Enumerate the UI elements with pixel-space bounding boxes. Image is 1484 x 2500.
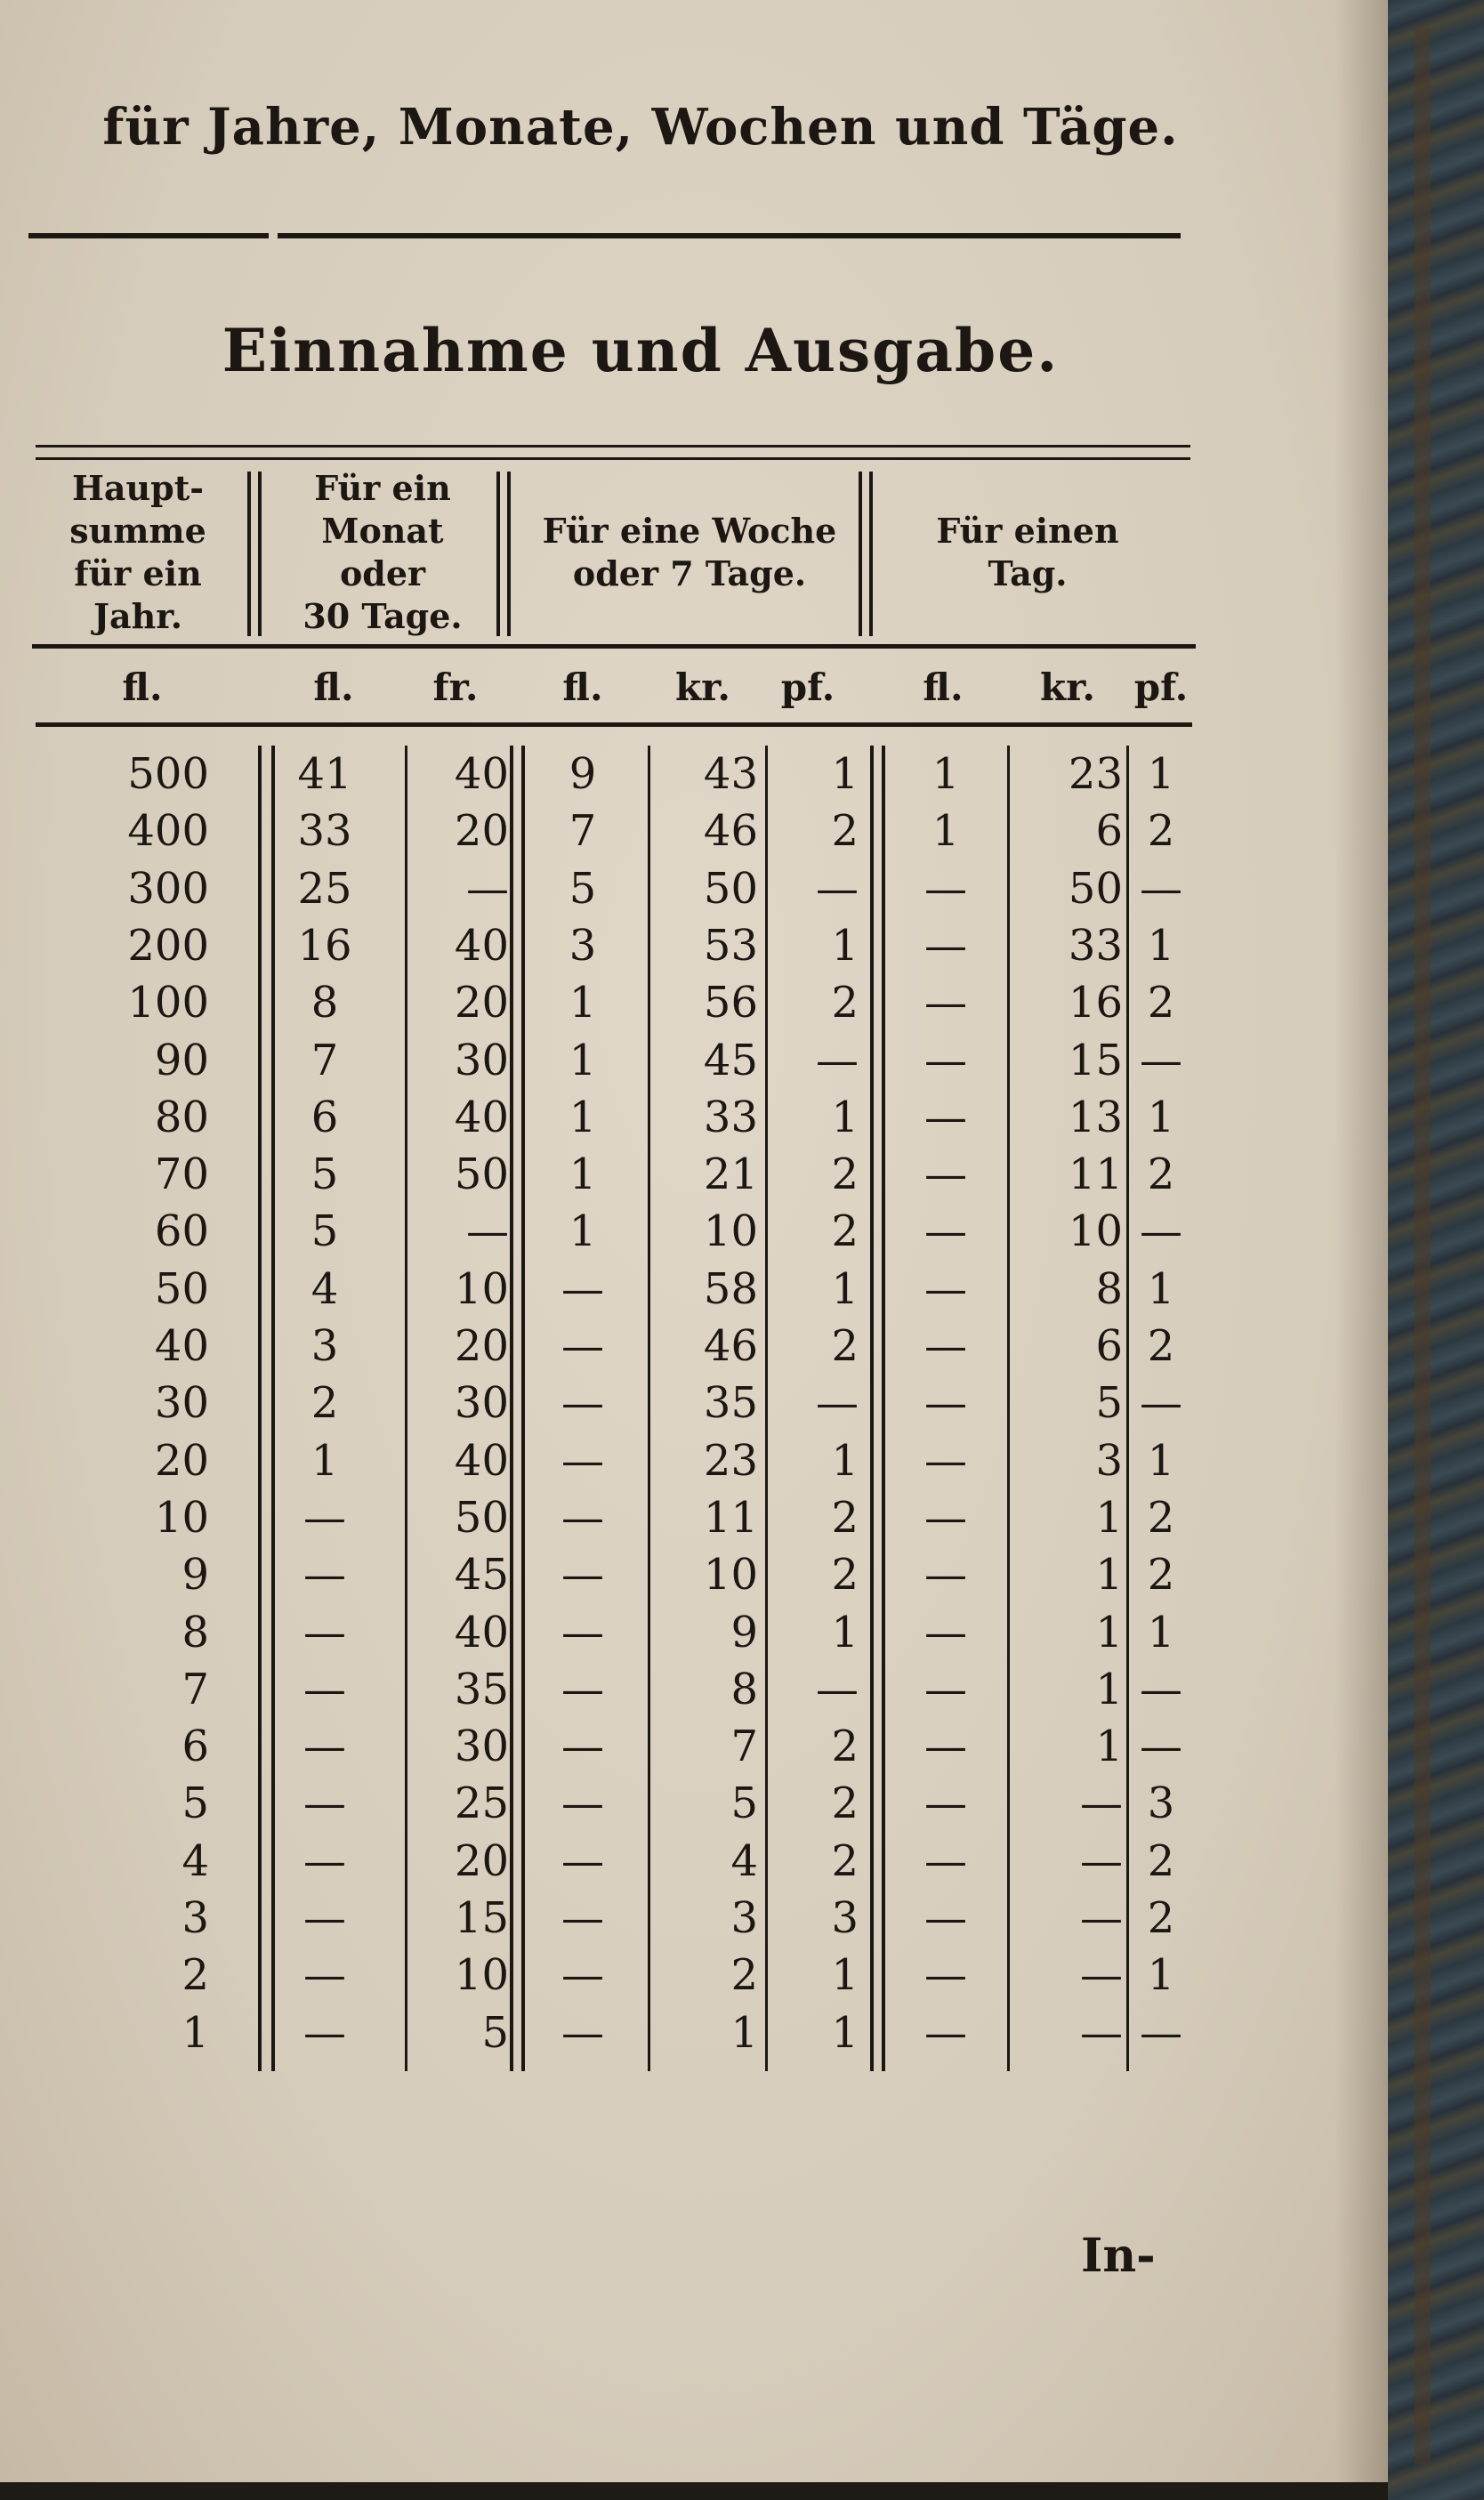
cell-day-kr: 1 xyxy=(1095,1492,1123,1543)
cell-day-kr: 1 xyxy=(1095,1664,1123,1714)
cell-day-kr: — xyxy=(1080,1893,1123,1943)
cell-month-fl: 3 xyxy=(311,1321,339,1371)
cell-month-kr: 20 xyxy=(454,978,509,1028)
unit-week-pf: pf. xyxy=(780,665,835,709)
book-cover-edge xyxy=(1388,0,1484,2500)
cell-day-fl: — xyxy=(924,1550,967,1601)
cell-week-fl: — xyxy=(561,1492,604,1543)
cell-year-fl: 30 xyxy=(154,1378,209,1429)
cell-year-fl: 100 xyxy=(127,978,209,1028)
cell-month-fl: — xyxy=(303,1950,346,2001)
header-bottom-rule xyxy=(32,644,1196,649)
cell-month-fl: — xyxy=(303,1607,346,1657)
cell-day-kr: 6 xyxy=(1095,1321,1123,1371)
cell-week-pf: 1 xyxy=(831,749,859,799)
cell-day-fl: 1 xyxy=(932,806,960,857)
cell-day-kr: 8 xyxy=(1095,1263,1123,1314)
cell-week-pf: 1 xyxy=(831,1950,859,2001)
cell-day-kr: 50 xyxy=(1068,863,1123,914)
cell-year-fl: 2 xyxy=(181,1950,209,2001)
cell-month-fl: 33 xyxy=(297,806,352,857)
body-sep-month-inner xyxy=(405,746,407,2071)
cell-day-fl: — xyxy=(924,978,967,1028)
cell-day-kr: 23 xyxy=(1068,749,1123,799)
cell-day-pf: 1 xyxy=(1147,1092,1175,1142)
cell-day-fl: — xyxy=(924,863,967,914)
cell-year-fl: 500 xyxy=(127,749,209,799)
header-sep-3b xyxy=(869,472,873,636)
cell-week-kr: 53 xyxy=(703,920,758,971)
header-year-line-2: summe xyxy=(69,511,206,551)
cell-day-pf: — xyxy=(1140,1035,1182,1085)
cell-day-pf: — xyxy=(1140,1206,1182,1257)
cell-month-fl: — xyxy=(303,1664,346,1714)
cell-week-pf: 1 xyxy=(831,1263,859,1314)
cell-day-kr: 1 xyxy=(1095,1550,1123,1601)
cell-day-pf: 2 xyxy=(1147,806,1175,857)
header-sep-1a xyxy=(247,472,251,636)
unit-day-kr: kr. xyxy=(1040,665,1095,709)
cell-month-kr: 20 xyxy=(454,1835,509,1886)
cell-year-fl: 60 xyxy=(154,1206,209,1257)
body-sep-week-b xyxy=(882,746,885,2071)
table-top-rule-1 xyxy=(36,445,1190,448)
cell-day-kr: 13 xyxy=(1068,1092,1123,1142)
cell-day-pf: 3 xyxy=(1147,1778,1175,1829)
header-month-line-1: Für ein xyxy=(314,468,451,508)
cell-month-kr: 10 xyxy=(454,1263,509,1314)
cell-day-fl: 1 xyxy=(932,749,960,799)
cell-week-kr: 50 xyxy=(703,863,758,914)
header-week xyxy=(512,510,867,595)
cell-month-kr: 15 xyxy=(454,1893,509,1943)
cell-year-fl: 80 xyxy=(154,1092,209,1142)
cell-day-fl: — xyxy=(924,1035,967,1085)
cell-week-fl: — xyxy=(561,1664,604,1714)
header-month xyxy=(254,467,512,638)
book-spine-strip xyxy=(1415,27,1431,2464)
cell-year-fl: 4 xyxy=(181,1835,209,1886)
cell-month-fl: 5 xyxy=(311,1206,339,1257)
cell-day-pf: — xyxy=(1140,1378,1182,1429)
cell-week-fl: — xyxy=(561,1435,604,1486)
header-week-line-2: oder 7 Tage. xyxy=(572,553,807,593)
table-top-rule-2 xyxy=(36,457,1190,460)
cell-year-fl: 300 xyxy=(127,863,209,914)
body-sep-week-a xyxy=(870,746,874,2071)
cell-month-fl: 2 xyxy=(311,1378,339,1429)
cell-year-fl: 20 xyxy=(154,1435,209,1486)
body-sep-week-inner-1 xyxy=(648,746,650,2071)
cell-day-kr: 16 xyxy=(1068,978,1123,1028)
cell-day-fl: — xyxy=(924,1835,967,1886)
cell-month-fl: 5 xyxy=(311,1149,339,1200)
header-sep-2a xyxy=(496,472,500,636)
cell-week-kr: 35 xyxy=(703,1378,758,1429)
header-month-line-3: oder xyxy=(339,553,426,593)
cell-week-kr: 45 xyxy=(703,1035,758,1085)
cell-week-kr: 4 xyxy=(730,1835,758,1886)
cell-year-fl: 70 xyxy=(154,1149,209,1200)
cell-day-pf: — xyxy=(1140,1722,1182,1772)
cell-month-kr: 35 xyxy=(454,1664,509,1714)
cell-day-pf: 1 xyxy=(1147,1263,1175,1314)
cell-week-pf: 2 xyxy=(831,1492,859,1543)
cell-week-fl: — xyxy=(561,1263,604,1314)
header-day-line-2: Tag. xyxy=(988,553,1068,593)
cell-week-pf: 2 xyxy=(831,1835,859,1886)
header-month-line-2: Monat xyxy=(321,511,444,551)
cell-day-pf: 2 xyxy=(1147,1492,1175,1543)
header-sep-1b xyxy=(258,472,262,636)
cell-day-fl: — xyxy=(924,1492,967,1543)
unit-month-kr: fr. xyxy=(432,665,479,709)
cell-month-fl: 6 xyxy=(311,1092,339,1142)
cell-year-fl: 400 xyxy=(127,806,209,857)
cell-week-kr: 8 xyxy=(730,1664,758,1714)
cell-month-kr: 40 xyxy=(454,1435,509,1486)
cell-week-fl: — xyxy=(561,1550,604,1601)
cell-week-kr: 43 xyxy=(703,749,758,799)
cell-month-kr: 20 xyxy=(454,1321,509,1371)
cell-month-fl: — xyxy=(303,1722,346,1772)
cell-day-pf: — xyxy=(1140,1664,1182,1714)
cell-week-kr: 58 xyxy=(703,1263,758,1314)
unit-day-fl: fl. xyxy=(923,665,964,709)
unit-year-fl: fl. xyxy=(122,665,163,709)
cell-month-fl: 8 xyxy=(311,978,339,1028)
cell-day-pf: 2 xyxy=(1147,1893,1175,1943)
cell-week-kr: 3 xyxy=(730,1893,758,1943)
cell-day-pf: 2 xyxy=(1147,1321,1175,1371)
header-week-line-1: Für eine Woche xyxy=(542,511,837,551)
cell-month-kr: 50 xyxy=(454,1149,509,1200)
body-sep-day-inner-2 xyxy=(1126,746,1129,2071)
cell-week-fl: — xyxy=(561,2007,604,2058)
cell-year-fl: 8 xyxy=(181,1607,209,1657)
cell-month-kr: — xyxy=(466,1206,509,1257)
cell-week-pf: 1 xyxy=(831,1607,859,1657)
cell-day-fl: — xyxy=(924,1778,967,1829)
cell-week-fl: — xyxy=(561,1950,604,2001)
cell-month-kr: 25 xyxy=(454,1778,509,1829)
body-sep-month-b xyxy=(521,746,525,2071)
cell-month-fl: 25 xyxy=(297,863,352,914)
header-year-line-1: Haupt- xyxy=(71,468,205,508)
cell-week-fl: 1 xyxy=(569,978,597,1028)
cell-month-fl: 4 xyxy=(311,1263,339,1314)
cell-week-pf: — xyxy=(816,863,859,914)
head-rule-left xyxy=(28,233,269,238)
header-sep-2b xyxy=(507,472,511,636)
cell-week-pf: 2 xyxy=(831,978,859,1028)
cell-week-kr: 1 xyxy=(730,2007,758,2058)
cell-day-kr: 1 xyxy=(1095,1607,1123,1657)
cell-day-kr: 11 xyxy=(1068,1149,1123,1200)
cell-day-fl: — xyxy=(924,1435,967,1486)
header-year-line-3: für ein xyxy=(74,553,202,593)
cell-day-fl: — xyxy=(924,1206,967,1257)
unit-week-kr: kr. xyxy=(675,665,730,709)
cell-day-fl: — xyxy=(924,1092,967,1142)
cell-day-fl: — xyxy=(924,1607,967,1657)
cell-week-fl: — xyxy=(561,1778,604,1829)
cell-week-pf: 2 xyxy=(831,1206,859,1257)
head-rule-right xyxy=(278,233,1181,238)
cell-year-fl: 5 xyxy=(181,1778,209,1829)
cell-year-fl: 90 xyxy=(154,1035,209,1085)
table-title: Einnahme und Ausgabe. xyxy=(222,316,1060,385)
cell-month-kr: 30 xyxy=(454,1035,509,1085)
cell-week-kr: 7 xyxy=(730,1722,758,1772)
cell-day-pf: 1 xyxy=(1147,1607,1175,1657)
cell-week-pf: 2 xyxy=(831,1778,859,1829)
cell-year-fl: 50 xyxy=(154,1263,209,1314)
cell-week-pf: — xyxy=(816,1378,859,1429)
cell-week-kr: 56 xyxy=(703,978,758,1028)
cell-week-kr: 21 xyxy=(703,1149,758,1200)
cell-day-fl: — xyxy=(924,1321,967,1371)
unit-month-fl: fl. xyxy=(313,665,354,709)
cell-day-fl: — xyxy=(924,1378,967,1429)
cell-month-fl: — xyxy=(303,2007,346,2058)
cell-month-kr: 50 xyxy=(454,1492,509,1543)
header-year xyxy=(36,467,240,638)
cell-day-pf: — xyxy=(1140,863,1182,914)
cell-week-kr: 2 xyxy=(730,1950,758,2001)
cell-month-fl: 16 xyxy=(297,920,352,971)
cell-month-fl: 7 xyxy=(311,1035,339,1085)
cell-year-fl: 7 xyxy=(181,1664,209,1714)
cell-month-fl: — xyxy=(303,1835,346,1886)
cell-month-kr: 5 xyxy=(481,2007,509,2058)
cell-week-kr: 23 xyxy=(703,1435,758,1486)
cell-day-kr: 15 xyxy=(1068,1035,1123,1085)
cell-week-kr: 11 xyxy=(703,1492,758,1543)
cell-day-pf: 2 xyxy=(1147,978,1175,1028)
cell-week-fl: — xyxy=(561,1893,604,1943)
cell-week-fl: 1 xyxy=(569,1092,597,1142)
cell-week-kr: 10 xyxy=(703,1206,758,1257)
cell-day-pf: 2 xyxy=(1147,1550,1175,1601)
header-sep-3a xyxy=(859,472,862,636)
cell-week-pf: 2 xyxy=(831,1550,859,1601)
cell-day-fl: — xyxy=(924,1263,967,1314)
cell-day-fl: — xyxy=(924,1950,967,2001)
cell-week-fl: — xyxy=(561,1835,604,1886)
cell-day-kr: 33 xyxy=(1068,920,1123,971)
header-year-line-4: Jahr. xyxy=(93,596,182,636)
cell-day-fl: — xyxy=(924,1664,967,1714)
cell-year-fl: 10 xyxy=(154,1492,209,1543)
cell-month-fl: — xyxy=(303,1893,346,1943)
cell-week-pf: 1 xyxy=(831,920,859,971)
cell-month-kr: — xyxy=(466,863,509,914)
cell-month-kr: 20 xyxy=(454,806,509,857)
cell-month-kr: 30 xyxy=(454,1722,509,1772)
cell-week-pf: 1 xyxy=(831,2007,859,2058)
cell-year-fl: 9 xyxy=(181,1550,209,1601)
cell-week-pf: 1 xyxy=(831,1435,859,1486)
cell-week-kr: 46 xyxy=(703,806,758,857)
cell-week-kr: 9 xyxy=(730,1607,758,1657)
cell-month-kr: 40 xyxy=(454,920,509,971)
body-sep-day-inner-1 xyxy=(1007,746,1010,2071)
cell-week-pf: 2 xyxy=(831,1722,859,1772)
cell-month-kr: 40 xyxy=(454,1092,509,1142)
cell-year-fl: 3 xyxy=(181,1893,209,1943)
cell-week-fl: 1 xyxy=(569,1206,597,1257)
cell-week-kr: 46 xyxy=(703,1321,758,1371)
cell-day-kr: 5 xyxy=(1095,1378,1123,1429)
cell-month-fl: — xyxy=(303,1778,346,1829)
cell-day-kr: — xyxy=(1080,1950,1123,2001)
cell-day-pf: 1 xyxy=(1147,920,1175,971)
cell-month-kr: 40 xyxy=(454,749,509,799)
cell-week-fl: 1 xyxy=(569,1035,597,1085)
body-sep-year-a xyxy=(258,746,262,2071)
body-sep-week-inner-2 xyxy=(765,746,768,2071)
cell-day-kr: — xyxy=(1080,1778,1123,1829)
cell-day-fl: — xyxy=(924,1893,967,1943)
cell-day-pf: 2 xyxy=(1147,1835,1175,1886)
unit-week-fl: fl. xyxy=(562,665,603,709)
cell-day-kr: — xyxy=(1080,2007,1123,2058)
cell-week-fl: 7 xyxy=(569,806,597,857)
header-month-line-4: 30 Tage. xyxy=(302,596,463,636)
cell-week-fl: — xyxy=(561,1607,604,1657)
cell-week-kr: 5 xyxy=(730,1778,758,1829)
cell-day-kr: 6 xyxy=(1095,806,1123,857)
body-sep-year-b xyxy=(271,746,275,2071)
cell-week-pf: 3 xyxy=(831,1893,859,1943)
cell-week-pf: — xyxy=(816,1664,859,1714)
cell-month-fl: 41 xyxy=(297,749,352,799)
cell-day-fl: — xyxy=(924,1149,967,1200)
cell-year-fl: 40 xyxy=(154,1321,209,1371)
cell-day-fl: — xyxy=(924,2007,967,2058)
cell-month-kr: 45 xyxy=(454,1550,509,1601)
cell-week-fl: 1 xyxy=(569,1149,597,1200)
cell-week-pf: 1 xyxy=(831,1092,859,1142)
cell-week-fl: 5 xyxy=(569,863,597,914)
cell-week-fl: 3 xyxy=(569,920,597,971)
cell-day-kr: 3 xyxy=(1095,1435,1123,1486)
cell-day-pf: 2 xyxy=(1147,1149,1175,1200)
cell-day-pf: — xyxy=(1140,2007,1182,2058)
cell-week-kr: 33 xyxy=(703,1092,758,1142)
cell-day-fl: — xyxy=(924,920,967,971)
cell-day-kr: — xyxy=(1080,1835,1123,1886)
cell-day-fl: — xyxy=(924,1722,967,1772)
cell-day-kr: 10 xyxy=(1068,1206,1123,1257)
unit-day-pf: pf. xyxy=(1133,665,1189,709)
header-day xyxy=(876,510,1179,595)
cell-month-fl: — xyxy=(303,1492,346,1543)
cell-month-kr: 10 xyxy=(454,1950,509,2001)
cell-day-pf: 1 xyxy=(1147,749,1175,799)
cell-year-fl: 1 xyxy=(181,2007,209,2058)
cell-week-fl: 9 xyxy=(569,749,597,799)
cell-week-fl: — xyxy=(561,1321,604,1371)
cell-week-fl: — xyxy=(561,1378,604,1429)
running-head: für Jahre, Monate, Wochen und Täge. xyxy=(102,98,1179,157)
cell-week-pf: 2 xyxy=(831,1321,859,1371)
cell-week-pf: 2 xyxy=(831,806,859,857)
cell-month-fl: 1 xyxy=(311,1435,339,1486)
cell-month-kr: 30 xyxy=(454,1378,509,1429)
unit-bottom-rule xyxy=(36,722,1192,727)
cell-week-kr: 10 xyxy=(703,1550,758,1601)
cell-month-kr: 40 xyxy=(454,1607,509,1657)
page-gutter-shadow xyxy=(1335,0,1388,2482)
cell-week-fl: — xyxy=(561,1722,604,1772)
cell-day-pf: 1 xyxy=(1147,1435,1175,1486)
cell-day-pf: 1 xyxy=(1147,1950,1175,2001)
cell-year-fl: 6 xyxy=(181,1722,209,1772)
catchword: In- xyxy=(1081,2229,1156,2283)
header-day-line-1: Für einen xyxy=(936,511,1119,551)
body-sep-month-a xyxy=(510,746,513,2071)
cell-week-pf: — xyxy=(816,1035,859,1085)
cell-day-kr: 1 xyxy=(1095,1722,1123,1772)
cell-week-pf: 2 xyxy=(831,1149,859,1200)
cell-year-fl: 200 xyxy=(127,920,209,971)
cell-month-fl: — xyxy=(303,1550,346,1601)
